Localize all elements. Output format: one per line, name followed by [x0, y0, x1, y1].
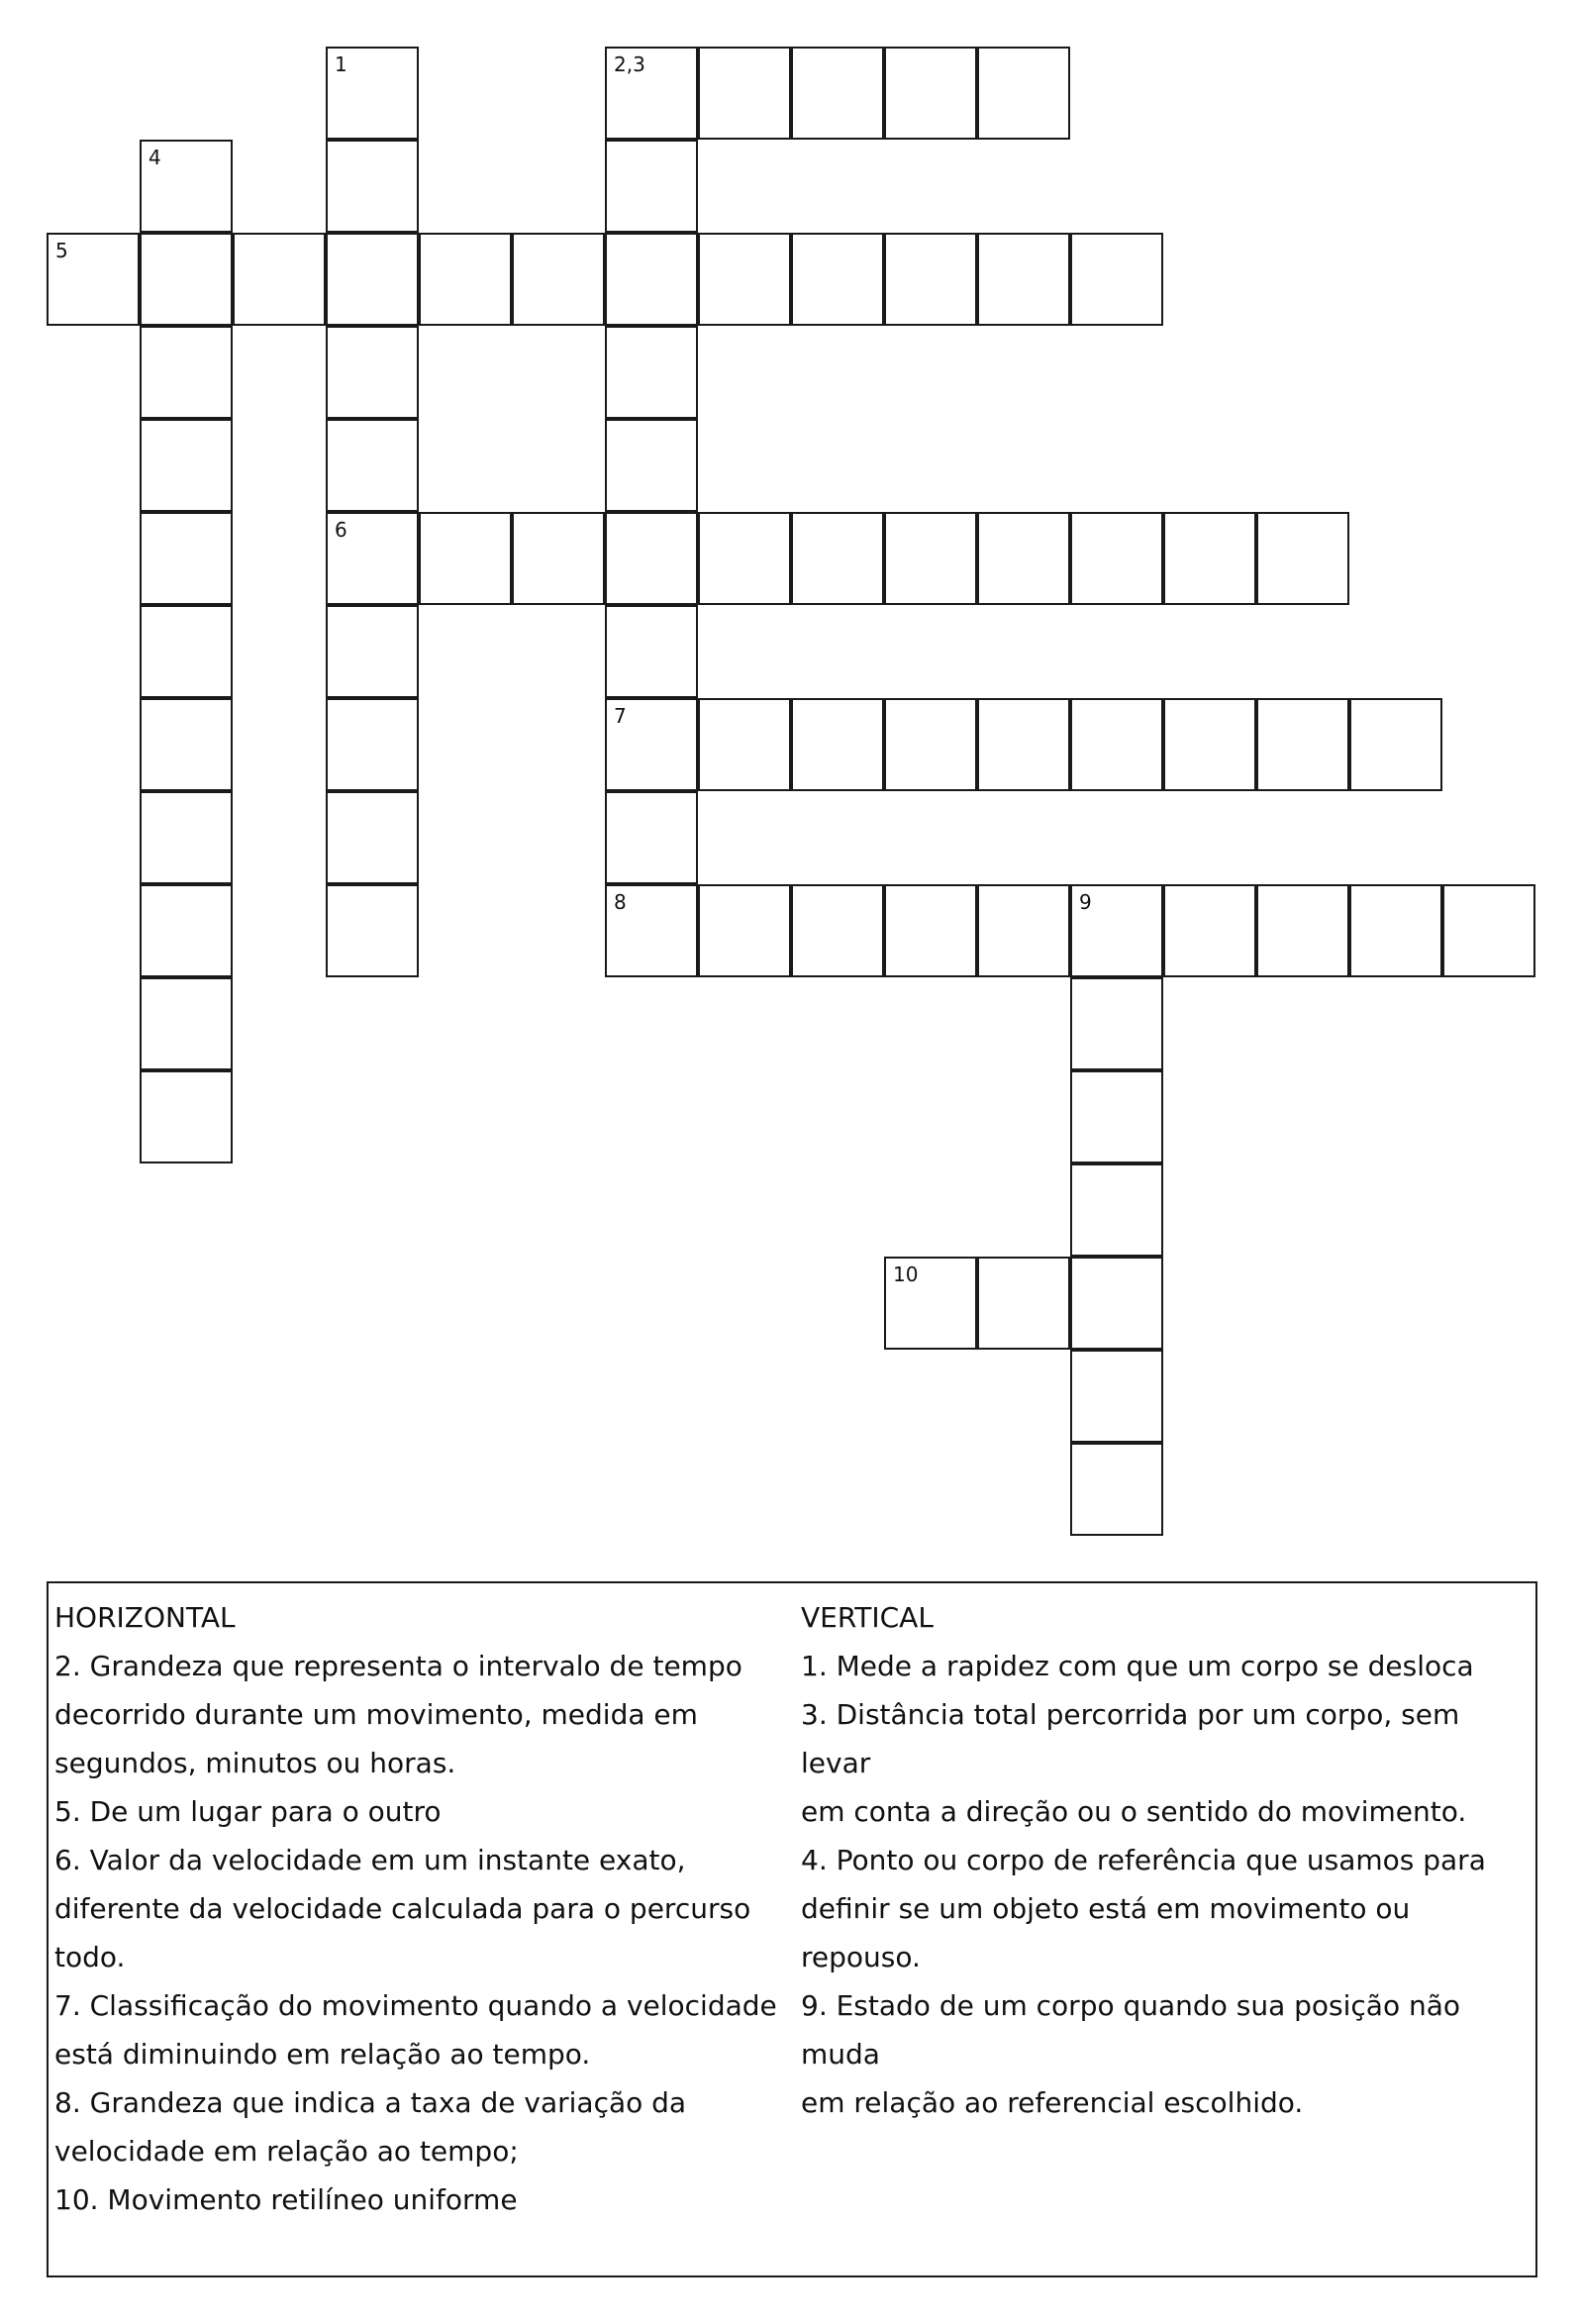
crossword-cell[interactable] — [884, 698, 977, 791]
clue-line: todo. — [54, 1941, 126, 1973]
crossword-cell[interactable] — [419, 512, 512, 605]
crossword-cell[interactable] — [512, 512, 605, 605]
crossword-cell[interactable] — [1349, 884, 1442, 977]
crossword-cell[interactable] — [326, 326, 419, 419]
clue-number: 7 — [614, 704, 627, 728]
crossword-cell[interactable] — [605, 512, 698, 605]
crossword-cell[interactable] — [791, 47, 884, 140]
clues-box — [47, 1581, 1537, 2277]
crossword-cell[interactable] — [1163, 884, 1256, 977]
crossword-cell[interactable] — [698, 512, 791, 605]
crossword-cell[interactable] — [791, 512, 884, 605]
crossword-cell[interactable] — [605, 791, 698, 884]
crossword-cell[interactable] — [884, 47, 977, 140]
crossword-cell[interactable] — [1070, 698, 1163, 791]
clue-line: em conta a direção ou o sentido do movimento. — [801, 1795, 1467, 1828]
crossword-cell[interactable] — [140, 419, 233, 512]
clue-number: 2,3 — [614, 52, 645, 76]
crossword-cell[interactable] — [140, 884, 233, 977]
crossword-cell[interactable] — [884, 884, 977, 977]
crossword-cell[interactable] — [698, 698, 791, 791]
crossword-cell[interactable] — [140, 233, 233, 326]
clue-line: 3. Distância total percorrida por um corpo, sem levar — [801, 1698, 1460, 1779]
clue-line: velocidade em relação ao tempo; — [54, 2135, 519, 2168]
clue-number: 6 — [335, 518, 347, 542]
clue-number: 8 — [614, 890, 627, 914]
crossword-cell[interactable] — [698, 884, 791, 977]
crossword-cell[interactable] — [419, 233, 512, 326]
crossword-cell[interactable] — [977, 233, 1070, 326]
clue-line: 6. Valor da velocidade em um instante exato, — [54, 1844, 686, 1876]
clue-number: 4 — [148, 146, 161, 169]
clue-number: 5 — [55, 239, 68, 262]
crossword-cell[interactable] — [326, 605, 419, 698]
vertical-heading: VERTICAL — [801, 1601, 934, 1634]
crossword-cell[interactable] — [1070, 977, 1163, 1070]
crossword-cell[interactable] — [1349, 698, 1442, 791]
crossword-cell[interactable] — [326, 884, 419, 977]
crossword-cell[interactable] — [326, 698, 419, 791]
crossword-cell[interactable] — [140, 791, 233, 884]
crossword-cell[interactable] — [791, 233, 884, 326]
crossword-cell[interactable] — [1256, 884, 1349, 977]
crossword-cell[interactable] — [1070, 1443, 1163, 1536]
clue-number: 9 — [1079, 890, 1092, 914]
crossword-cell[interactable] — [140, 1070, 233, 1163]
crossword-cell[interactable] — [605, 326, 698, 419]
crossword-cell[interactable] — [1163, 512, 1256, 605]
crossword-cell[interactable] — [140, 977, 233, 1070]
crossword-cell[interactable] — [977, 512, 1070, 605]
crossword-cell[interactable] — [326, 791, 419, 884]
crossword-cell[interactable] — [140, 605, 233, 698]
crossword-cell[interactable] — [512, 233, 605, 326]
crossword-cell[interactable] — [1070, 1070, 1163, 1163]
crossword-cell[interactable] — [1070, 1163, 1163, 1257]
clue-line: 5. De um lugar para o outro — [54, 1795, 442, 1828]
crossword-cell[interactable] — [605, 233, 698, 326]
clue-number: 10 — [893, 1263, 919, 1286]
crossword-cell[interactable] — [1070, 512, 1163, 605]
crossword-cell[interactable] — [326, 47, 419, 140]
crossword-cell[interactable] — [140, 140, 233, 233]
crossword-cell[interactable] — [605, 140, 698, 233]
crossword-cell[interactable] — [977, 884, 1070, 977]
crossword-cell[interactable] — [326, 233, 419, 326]
crossword-cell[interactable] — [1442, 884, 1535, 977]
horizontal-clues — [54, 1593, 787, 2224]
crossword-cell[interactable] — [605, 419, 698, 512]
crossword-cell[interactable] — [605, 47, 698, 140]
crossword-cell[interactable] — [977, 698, 1070, 791]
crossword-cell[interactable] — [1256, 698, 1349, 791]
crossword-cell[interactable] — [140, 698, 233, 791]
crossword-cell[interactable] — [884, 512, 977, 605]
clue-line: 9. Estado de um corpo quando sua posição não muda — [801, 1989, 1461, 2071]
crossword-cell[interactable] — [326, 140, 419, 233]
crossword-cell[interactable] — [698, 233, 791, 326]
crossword-cell[interactable] — [698, 47, 791, 140]
crossword-cell[interactable] — [977, 47, 1070, 140]
clue-line: 1. Mede a rapidez com que um corpo se desloca — [801, 1650, 1474, 1682]
crossword-cell[interactable] — [1163, 698, 1256, 791]
clue-line: 4. Ponto ou corpo de referência que usamos para — [801, 1844, 1486, 1876]
crossword-cell[interactable] — [791, 698, 884, 791]
clue-line: segundos, minutos ou horas. — [54, 1747, 456, 1779]
crossword-cell[interactable] — [1070, 884, 1163, 977]
clue-line: em relação ao referencial escolhido. — [801, 2086, 1304, 2119]
clue-line: 8. Grandeza que indica a taxa de variação da — [54, 2086, 687, 2119]
clue-line: diferente da velocidade calculada para o percurso — [54, 1892, 751, 1925]
horizontal-heading: HORIZONTAL — [54, 1601, 236, 1634]
crossword-cell[interactable] — [605, 698, 698, 791]
crossword-cell[interactable] — [140, 326, 233, 419]
crossword-cell[interactable] — [140, 512, 233, 605]
crossword-cell[interactable] — [326, 512, 419, 605]
crossword-cell[interactable] — [1070, 1257, 1163, 1350]
crossword-cell[interactable] — [791, 884, 884, 977]
clue-line: 7. Classificação do movimento quando a velocidade — [54, 1989, 777, 2022]
vertical-clues — [801, 1593, 1533, 2127]
crossword-cell[interactable] — [233, 233, 326, 326]
clue-number: 1 — [335, 52, 347, 76]
crossword-cell[interactable] — [884, 233, 977, 326]
crossword-cell[interactable] — [977, 1257, 1070, 1350]
crossword-cell[interactable] — [326, 419, 419, 512]
clue-line: decorrido durante um movimento, medida em — [54, 1698, 698, 1731]
crossword-cell[interactable] — [884, 1257, 977, 1350]
crossword-cell[interactable] — [605, 605, 698, 698]
crossword-cell[interactable] — [1256, 512, 1349, 605]
crossword-cell[interactable] — [47, 233, 140, 326]
clue-line: 10. Movimento retilíneo uniforme — [54, 2183, 518, 2216]
clue-line: está diminuindo em relação ao tempo. — [54, 2038, 591, 2071]
crossword-cell[interactable] — [605, 884, 698, 977]
clue-line: definir se um objeto está em movimento ou repouso. — [801, 1892, 1411, 1973]
crossword-cell[interactable] — [1070, 233, 1163, 326]
clue-line: 2. Grandeza que representa o intervalo de tempo — [54, 1650, 742, 1682]
crossword-cell[interactable] — [1070, 1350, 1163, 1443]
